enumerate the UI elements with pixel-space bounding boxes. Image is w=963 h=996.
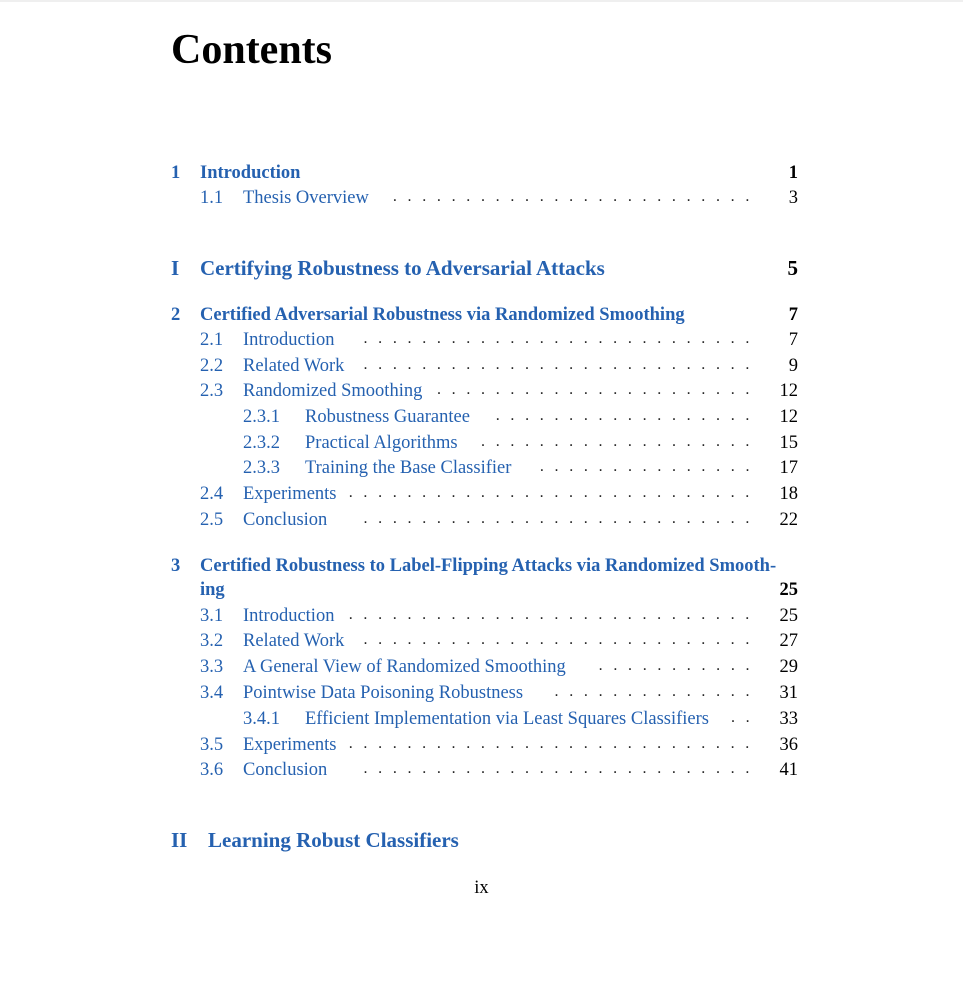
section-title: Pointwise Data Poisoning Robustness [243,683,524,703]
leader-dots: . . . . . . . . . . . . . . . . . . . . . . [436,381,750,398]
toc-section-3-3[interactable] [0,657,963,681]
chapter-title-line-2: ing [200,580,225,600]
leader-dots: . . . . . . . . . . . . . . . . . . . . . . . . . . . . [348,606,750,623]
section-title: Conclusion [243,760,328,780]
toc-section-3-2[interactable] [0,631,963,655]
section-number: 2.2 [200,356,224,376]
section-number: 3.2 [200,631,224,651]
page-ref: 29 [779,657,798,677]
toc-chapter-1[interactable] [0,163,963,187]
top-border [0,0,963,2]
section-title: Introduction [243,606,335,626]
leader-dots: . . . . . . . . . . . . . . . . . . . . . . . . . . . . [348,735,750,752]
toc-section-2-4[interactable] [0,484,963,508]
page-ref: 12 [779,381,798,401]
section-title: Related Work [243,631,345,651]
leader-dots: . . [730,709,750,726]
page-ref: 31 [779,683,798,703]
leader-dots: . . . . . . . . . . . . . . . . . . . . . . . . . [392,188,750,205]
page-ref: 12 [779,407,798,427]
section-title: Experiments [243,484,337,504]
toc-chapter-3-continued[interactable] [0,580,963,604]
section-number: 3.5 [200,735,224,755]
page-ref: 15 [779,433,798,453]
toc-section-2-1[interactable] [0,330,963,354]
page-ref: 5 [787,256,798,280]
page-ref: 36 [779,735,798,755]
toc-section-2-5[interactable] [0,510,963,534]
leader-dots: . . . . . . . . . . . . . . . . . . . . . . . . . . . . [348,484,750,501]
section-number: 3.1 [200,606,224,626]
section-number: 2.4 [200,484,224,504]
toc-section-3-4[interactable] [0,683,963,707]
toc-section-2-3[interactable] [0,381,963,405]
page-number: ix [474,878,489,898]
toc-subsection-3-4-1[interactable] [0,709,963,733]
subsection-title: Training the Base Classifier [305,458,512,478]
page-ref: 27 [779,631,798,651]
subsection-number: 2.3.1 [243,407,280,427]
toc-section-3-5[interactable] [0,735,963,759]
chapter-title-line-1: Certified Robustness to Label-Flipping Attacks via Randomized Smooth- [200,556,777,576]
section-number: 2.5 [200,510,224,530]
page-ref: 7 [788,305,798,325]
section-title: Thesis Overview [243,188,369,208]
section-number: 2.1 [200,330,224,350]
toc-section-3-1[interactable] [0,606,963,630]
chapter-title: Introduction [200,163,301,183]
page-ref: 9 [788,356,798,376]
page-ref: 41 [779,760,798,780]
part-title: Certifying Robustness to Adversarial Attacks [200,256,605,280]
section-number: 3.4 [200,683,224,703]
toc-chapter-2[interactable] [0,305,963,329]
subsection-title: Practical Algorithms [305,433,458,453]
leader-dots: . . . . . . . . . . . . . . . . . . . [481,433,750,450]
page-ref: 17 [779,458,798,478]
page-ref: 18 [779,484,798,504]
leader-dots: . . . . . . . . . . . . . . . . . . . . . . . . . . . [363,760,750,777]
page-ref: 25 [779,580,798,600]
subsection-title: Efficient Implementation via Least Squares Classifiers [305,709,709,729]
section-title: A General View of Randomized Smoothing [243,657,566,677]
toc-chapter-3[interactable] [0,556,963,580]
leader-dots: . . . . . . . . . . . . . . . . . . . . . . . . . . . [363,330,750,347]
section-number: 3.6 [200,760,224,780]
leader-dots: . . . . . . . . . . . . . . . [539,458,750,475]
section-title: Randomized Smoothing [243,381,423,401]
page-ref: 22 [779,510,798,530]
leader-dots: . . . . . . . . . . . . . . . . . . . . . . . . . . . [363,356,750,373]
section-number: 3.3 [200,657,224,677]
page-ref: 33 [779,709,798,729]
part-number: I [171,256,180,280]
leader-dots: . . . . . . . . . . . . . . . . . . . . . . . . . . . [363,631,750,648]
chapter-number: 1 [171,163,181,183]
chapter-number: 3 [171,556,181,576]
section-title: Related Work [243,356,345,376]
section-number: 1.1 [200,188,224,208]
part-title: Learning Robust Classifiers [208,828,459,852]
toc-section-2-2[interactable] [0,356,963,380]
page-title: Contents [171,27,333,73]
leader-dots: . . . . . . . . . . . . . . . . . . [495,407,750,424]
subsection-number: 2.3.3 [243,458,280,478]
leader-dots: . . . . . . . . . . . . . . . . . . . . . . . . . . . [363,510,750,527]
page-ref: 3 [788,188,798,208]
subsection-number: 2.3.2 [243,433,280,453]
part-number: II [171,828,188,852]
subsection-title: Robustness Guarantee [305,407,470,427]
toc-subsection-2-3-1[interactable] [0,407,963,431]
leader-dots: . . . . . . . . . . . . . . [554,683,750,700]
section-title: Experiments [243,735,337,755]
leader-dots: . . . . . . . . . . . [598,657,750,674]
toc-section-1-1[interactable] [0,188,963,212]
toc-part-2[interactable] [0,828,963,852]
page-ref: 7 [788,330,798,350]
chapter-number: 2 [171,305,181,325]
toc-subsection-2-3-3[interactable] [0,458,963,482]
subsection-number: 3.4.1 [243,709,280,729]
toc-part-1[interactable] [0,256,963,280]
page-ref: 1 [788,163,798,183]
toc-subsection-2-3-2[interactable] [0,433,963,457]
chapter-title: Certified Adversarial Robustness via Randomized Smoothing [200,305,685,325]
section-title: Conclusion [243,510,328,530]
toc-section-3-6[interactable] [0,760,963,784]
page-ref: 25 [779,606,798,626]
section-title: Introduction [243,330,335,350]
section-number: 2.3 [200,381,224,401]
